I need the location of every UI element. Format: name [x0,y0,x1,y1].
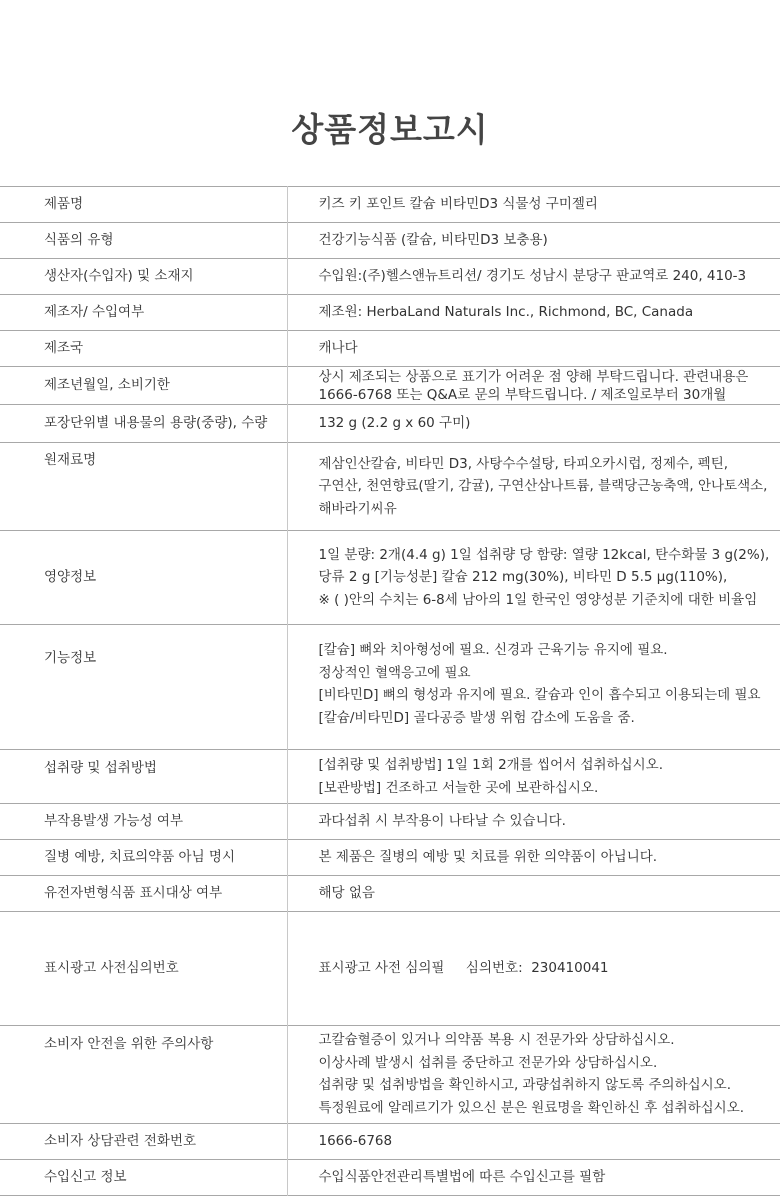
table-row [0,295,780,331]
row-label-manufacturer: 제조자/ 수입여부 [0,295,287,331]
table-row [0,804,780,840]
value-line: 표시광고 사전 심의필 심의번호: 230410041 [318,960,609,976]
table-row [0,405,780,443]
table-row [0,750,780,804]
value-line: [비타민D] 뼈의 형성과 유지에 필요. 칼슘과 인이 흡수되고 이용되는데 필요 [318,687,761,703]
table-row [0,876,780,912]
row-label-country: 제조국 [0,331,287,367]
table-row [0,531,780,625]
table-row [0,259,780,295]
row-value-ad-review [287,912,780,1026]
page-title: 상품정보고시 [291,110,489,149]
row-value-food-type [287,223,780,259]
value-line: 상시 제조되는 상품으로 표기가 어려운 점 양해 부탁드립니다. 관련내용은 [318,368,749,385]
row-value-gmo [287,876,780,912]
value-line: ※ ( )안의 수치는 6-8세 남아의 1일 한국인 영양성분 기준치에 대한 비율임 [318,591,758,608]
row-label-ingredients: 원재료명 [0,443,287,531]
value-line: 키즈 키 포인트 칼슘 비타민D3 식물성 구미젤리 [318,196,598,213]
value-line: 제조원: HerbaLand Naturals Inc., Richmond, BC, Canada [318,304,694,321]
value-line: 섭취량 및 섭취방법을 확인하시고, 과량섭취하지 않도록 주의하십시오. [318,1077,732,1093]
row-label-function: 기능정보 [0,625,287,750]
row-value-product-name [287,187,780,223]
row-value-manufacturer [287,295,780,331]
row-value-side-effects [287,804,780,840]
row-value-country [287,331,780,367]
row-label-intake: 섭취량 및 섭취방법 [0,750,287,804]
row-value-intake [287,750,780,804]
value-line: 수입원:(주)헬스앤뉴트리션/ 경기도 성남시 분당구 판교역로 240, 410-3 [318,268,747,285]
table-row [0,187,780,223]
row-label-safety: 소비자 안전을 위한 주의사항 [0,1025,287,1123]
value-line: 해바라기씨유 [318,500,397,517]
row-label-product-name: 제품명 [0,187,287,223]
row-value-function [287,625,780,750]
table-row [0,625,780,750]
table-row [0,1123,780,1159]
product-info-table [0,186,780,1196]
value-line: [칼슘] 뼈와 치아형성에 필요. 신경과 근육기능 유지에 필요. [318,642,668,658]
row-label-quantity: 포장단위별 내용물의 용량(중량), 수량 [0,405,287,443]
table-row [0,840,780,876]
value-line: 캐나다 [318,340,358,357]
table-row [0,367,780,405]
value-line: [칼슘/비타민D] 골다공증 발생 위험 감소에 도움을 줌. [318,709,635,726]
row-value-safety [287,1025,780,1123]
value-line: 1666-6768 또는 Q&A로 문의 부탁드립니다. / 제조일로부터 30개월 [318,386,727,403]
row-value-quantity [287,405,780,443]
row-label-import-report: 수입신고 정보 [0,1159,287,1195]
row-value-nutrition [287,531,780,625]
row-value-expiry [287,367,780,405]
value-line: 고칼슘혈증이 있거나 의약품 복용 시 전문가와 상담하십시오. [318,1032,675,1048]
row-value-ingredients [287,443,780,531]
value-line: 건강기능식품 (칼슘, 비타민D3 보충용) [318,232,548,249]
value-line: 특정원료에 알레르기가 있으신 분은 원료명을 확인하신 후 섭취하십시오. [318,1099,745,1116]
table-row [0,912,780,1026]
value-line: 1일 분량: 2개(4.4 g) 1일 섭취량 당 함량: 열량 12kcal, 탄수화물 3 g(2%), [318,546,770,563]
value-line: [섭취량 및 섭취방법] 1일 1회 2개를 씹어서 섭취하십시오. [318,757,663,773]
value-line: 제삼인산칼슘, 비타민 D3, 사탕수수설탕, 타피오카시럽, 정제수, 펙틴, [318,455,729,472]
value-line: 해당 없음 [318,885,375,902]
value-line: 1666-6768 [318,1132,393,1149]
row-label-nutrition: 영양정보 [0,531,287,625]
table-row [0,443,780,531]
value-line: 수입식품안전관리특별법에 따른 수입신고를 필함 [318,1168,606,1185]
value-line: 132 g (2.2 g x 60 구미) [318,415,471,432]
row-label-phone: 소비자 상담관련 전화번호 [0,1123,287,1159]
row-label-gmo: 유전자변형식품 표시대상 여부 [0,876,287,912]
row-label-expiry: 제조년월일, 소비기한 [0,367,287,405]
value-line: 과다섭취 시 부작용이 나타날 수 있습니다. [318,813,566,830]
value-line: 당류 2 g [기능성분] 칼슘 212 mg(30%), 비타민 D 5.5 μg(110%), [318,569,728,586]
row-value-producer [287,259,780,295]
table-row [0,223,780,259]
row-label-ad-review: 표시광고 사전심의번호 [0,912,287,1026]
row-label-not-medicine: 질병 예방, 치료의약품 아님 명시 [0,840,287,876]
value-line: 본 제품은 질병의 예방 및 치료를 위한 의약품이 아닙니다. [318,849,658,866]
row-label-producer: 생산자(수입자) 및 소재지 [0,259,287,295]
row-value-phone [287,1123,780,1159]
value-line: 이상사례 발생시 섭취를 중단하고 전문가와 상담하십시오. [318,1054,658,1071]
row-value-not-medicine [287,840,780,876]
table-row [0,331,780,367]
row-label-side-effects: 부작용발생 가능성 여부 [0,804,287,840]
value-line: [보관방법] 건조하고 서늘한 곳에 보관하십시오. [318,779,599,796]
table-row [0,1025,780,1123]
row-label-food-type: 식품의 유형 [0,223,287,259]
value-line: 정상적인 혈액응고에 필요 [318,664,471,681]
value-line: 구연산, 천연향료(딸기, 감귤), 구연산삼나트륨, 블랙당근농축액, 안나토색소, [318,478,768,495]
